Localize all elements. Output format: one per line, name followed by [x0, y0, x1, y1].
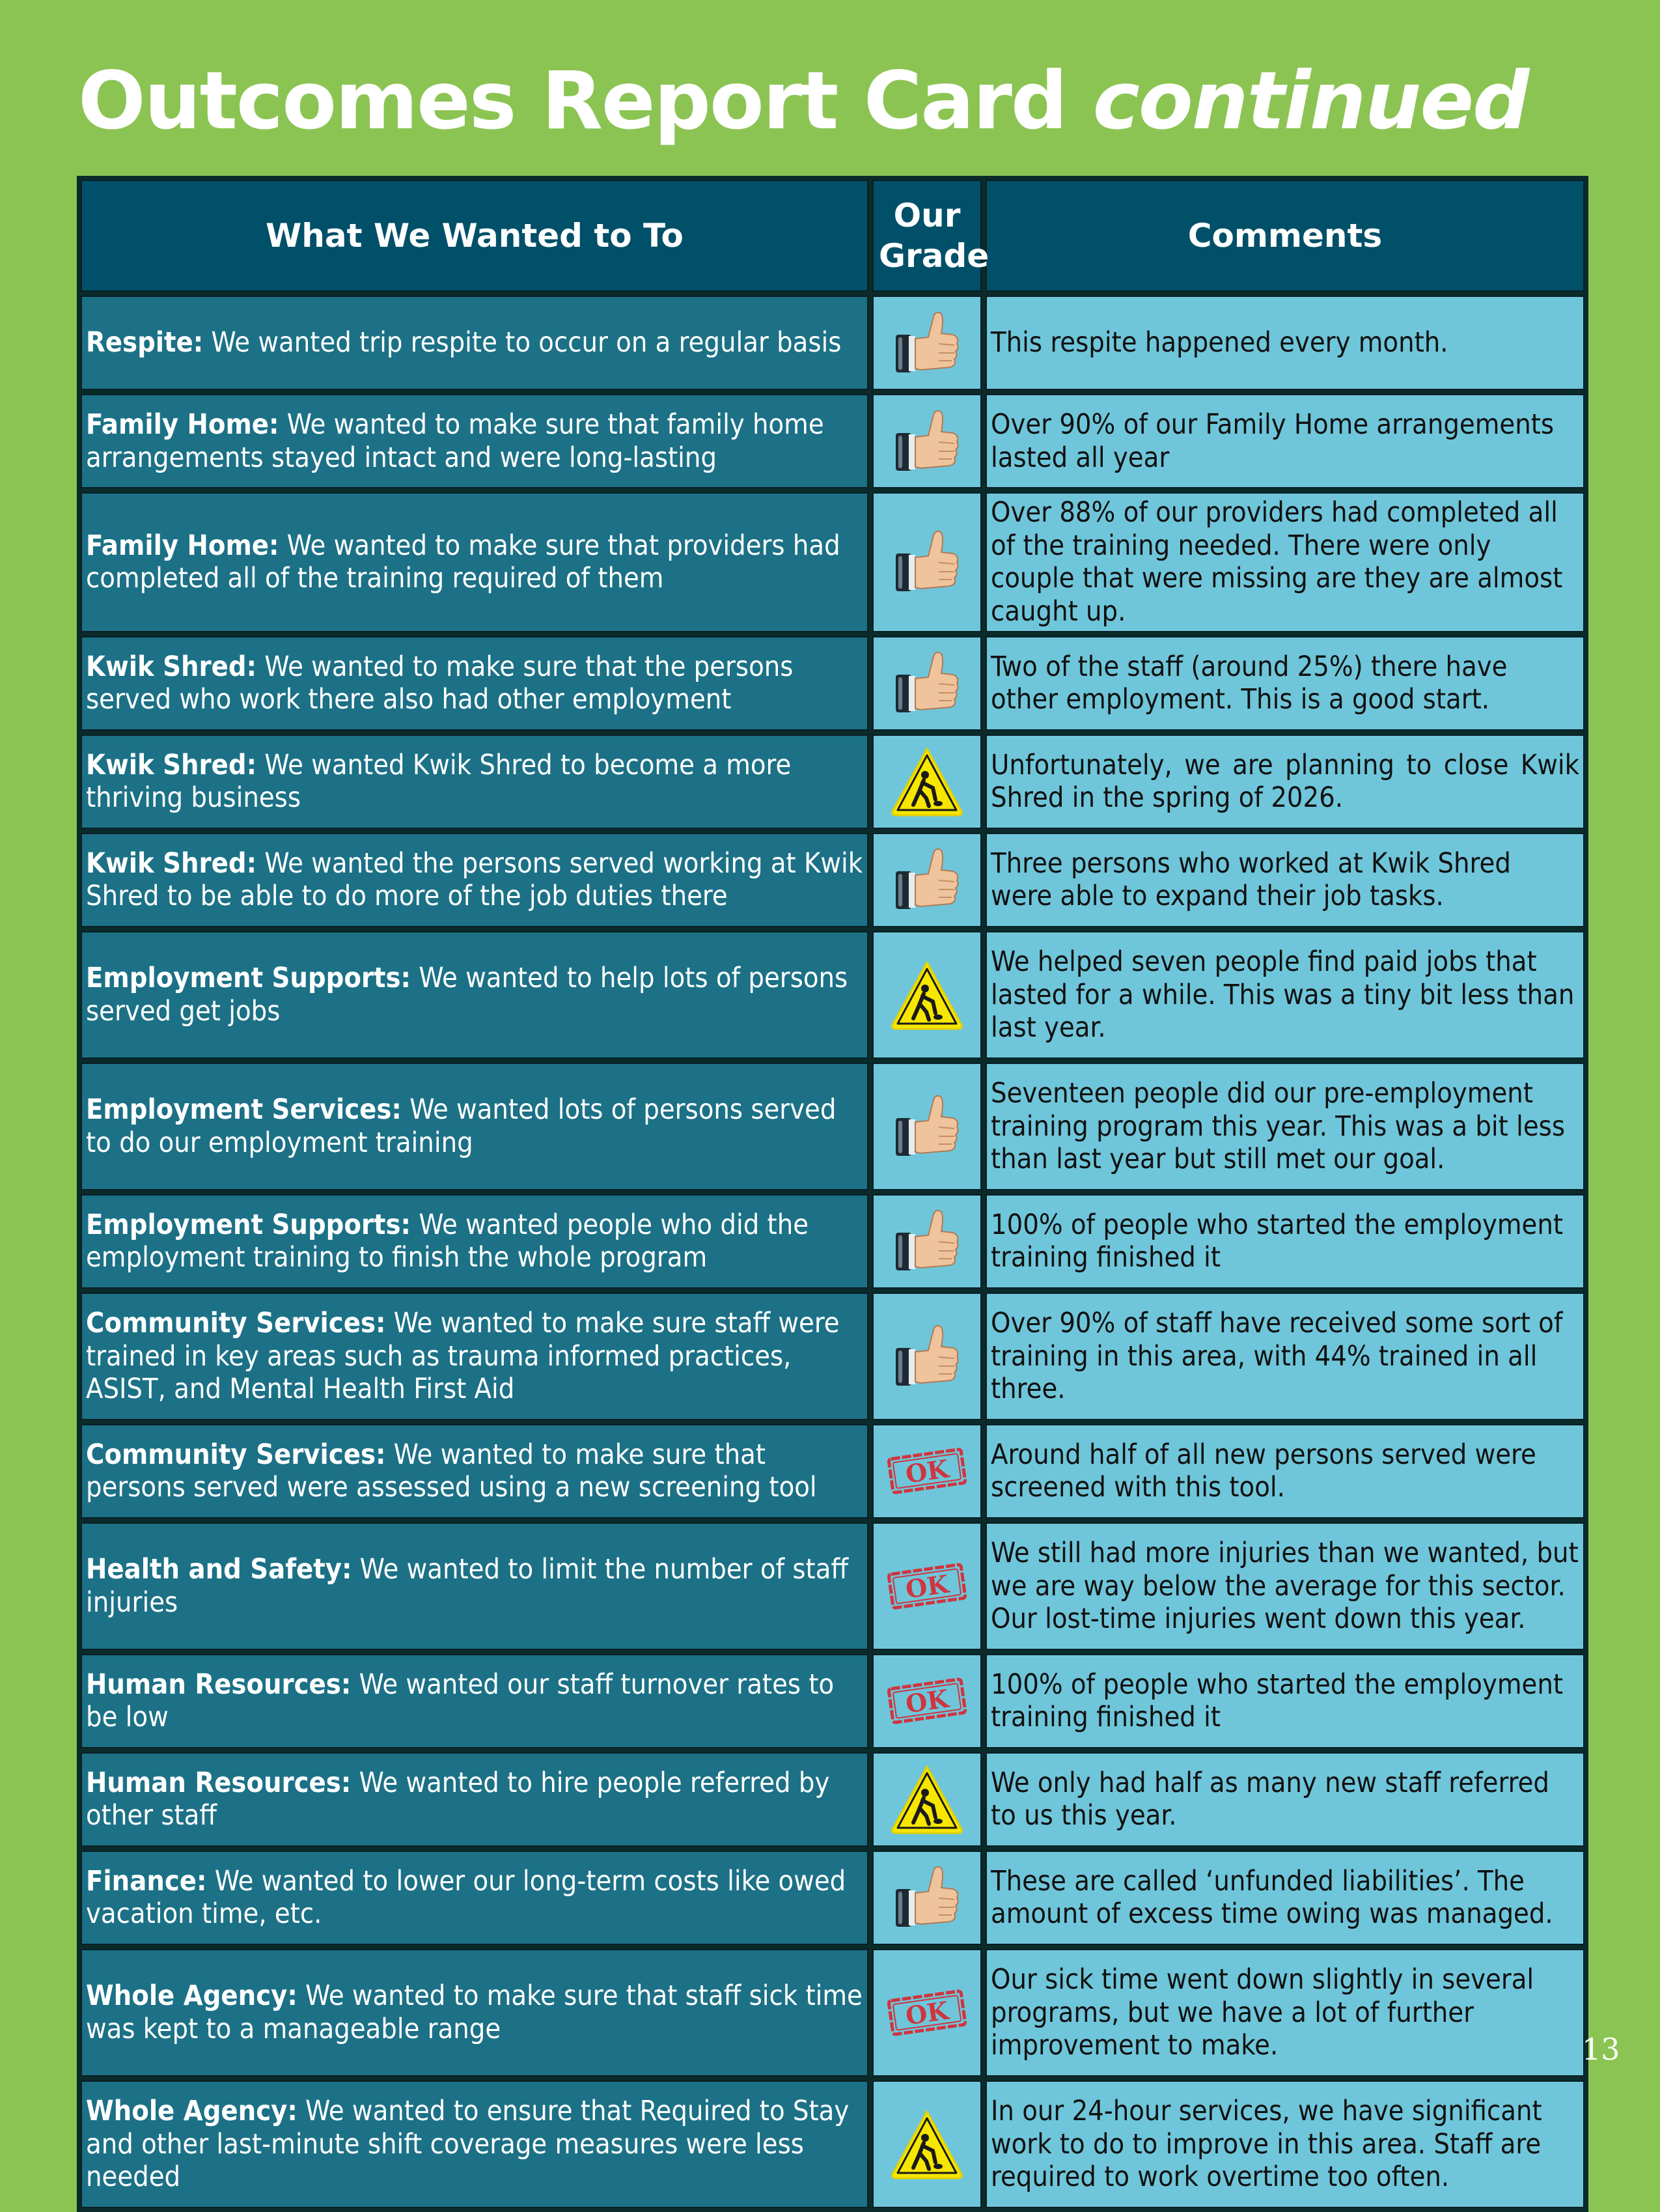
comment-cell: Our sick time went down slightly in several programs, but we have a lot of further improvement to make. [986, 1949, 1584, 2077]
service-area: Whole Agency: [86, 2094, 297, 2127]
service-area: Finance: [86, 1864, 207, 1897]
comment-cell: Three persons who worked at Kwik Shred were able to expand their job tasks. [986, 833, 1584, 927]
ok-stamp-icon [884, 1560, 970, 1612]
table-row [81, 1949, 1584, 2077]
table-row [81, 492, 1584, 632]
table-row [81, 296, 1584, 390]
page-title-main: Outcomes Report Card [78, 55, 1067, 147]
grade-cell [872, 1654, 982, 1748]
thumbs-up-icon [893, 647, 961, 719]
comment-cell: Unfortunately, we are planning to close Kwik Shred in the spring of 2026. [986, 735, 1584, 829]
grade-cell [872, 296, 982, 390]
goal-cell [81, 1063, 868, 1190]
service-area: Kwik Shred: [86, 748, 257, 781]
service-area: Community Services: [86, 1438, 386, 1471]
header-grade: Our Grade [872, 180, 982, 292]
goal-cell [81, 1752, 868, 1847]
comment-cell: We helped seven people find paid jobs that lasted for a while. This was a tiny bit less than last year. [986, 931, 1584, 1059]
table-row [81, 1654, 1584, 1748]
ok-stamp-text: OK [904, 1454, 950, 1489]
goal-cell [81, 1424, 868, 1519]
ok-stamp-icon [884, 1445, 970, 1497]
table-row [81, 2080, 1584, 2208]
goal-cell [81, 394, 868, 488]
table-row [81, 931, 1584, 1059]
goal-text: We wanted to make sure staff were trained in key areas such as trauma informed practices, ASIST, and Mental Health First Aid [86, 1306, 840, 1406]
grade-cell [872, 1949, 982, 2077]
page-title [78, 57, 1529, 145]
goal-text: We wanted trip respite to occur on a regular basis [211, 326, 842, 359]
table-row [81, 394, 1584, 488]
thumbs-up-icon [893, 526, 961, 598]
grade-cell [872, 1293, 982, 1420]
table-row [81, 1851, 1584, 1945]
service-area: Employment Supports: [86, 962, 411, 995]
comment-cell: Two of the staff (around 25%) there have other employment. This is a good start. [986, 636, 1584, 731]
grade-cell [872, 1752, 982, 1847]
comment-cell: 100% of people who started the employment training finished it [986, 1194, 1584, 1289]
goal-cell [81, 1654, 868, 1748]
grade-cell [872, 1522, 982, 1650]
thumbs-up-icon [893, 844, 961, 916]
goal-cell [81, 1194, 868, 1289]
service-area: Human Resources: [86, 1668, 352, 1701]
goal-cell [81, 931, 868, 1059]
goal-cell [81, 833, 868, 927]
table-row [81, 735, 1584, 829]
header-row [81, 180, 1584, 292]
goal-text: We wanted to limit the number of staff injuries [86, 1553, 849, 1619]
thumbs-up-icon [893, 1321, 961, 1392]
service-area: Respite: [86, 326, 204, 359]
service-area: Kwik Shred: [86, 847, 257, 880]
comment-cell: 100% of people who started the employment training finished it [986, 1654, 1584, 1748]
service-area: Health and Safety: [86, 1553, 352, 1586]
grade-cell [872, 833, 982, 927]
grade-cell [872, 1424, 982, 1519]
grade-cell [872, 735, 982, 829]
ok-stamp-icon [884, 1987, 970, 2039]
comment-cell: This respite happened every month. [986, 296, 1584, 390]
goal-text: We wanted to make sure that staff sick time was kept to a manageable range [86, 1980, 863, 2045]
table-row [81, 833, 1584, 927]
goal-cell [81, 636, 868, 731]
table-row [81, 1752, 1584, 1847]
grade-cell [872, 1063, 982, 1190]
goal-cell [81, 1851, 868, 1945]
goal-cell [81, 296, 868, 390]
thumbs-up-icon [893, 307, 961, 379]
ok-stamp-text: OK [904, 1569, 950, 1604]
goal-cell [81, 1949, 868, 2077]
goal-text: We wanted to make sure that family home arrangements stayed intact and were long-lasting [86, 408, 824, 474]
goal-cell [81, 492, 868, 632]
grade-cell [872, 394, 982, 488]
comment-cell: These are called ‘unfunded liabilities’. The amount of excess time owing was managed. [986, 1851, 1584, 1945]
goal-text: We wanted to lower our long-term costs like owed vacation time, etc. [86, 1864, 846, 1931]
grade-cell [872, 636, 982, 731]
service-area: Family Home: [86, 529, 279, 562]
thumbs-up-icon [893, 1862, 961, 1933]
grade-cell [872, 1851, 982, 1945]
table-row [81, 1063, 1584, 1190]
goal-cell [81, 735, 868, 829]
table-header [81, 180, 1584, 292]
ok-stamp-text: OK [904, 1995, 950, 2031]
goal-text: We wanted to hire people referred by other staff [86, 1766, 830, 1832]
comment-cell: Seventeen people did our pre-employment training program this year. This was a bit less than last year but still met our goal. [986, 1063, 1584, 1190]
grade-cell [872, 2080, 982, 2208]
goal-text: We wanted people who did the employment training to finish the whole program [86, 1208, 809, 1274]
table-row [81, 1293, 1584, 1420]
thumbs-up-icon [893, 406, 961, 477]
service-area: Family Home: [86, 408, 279, 441]
goal-text: We wanted to make sure that providers had completed all of the training required of them [86, 529, 840, 595]
table-row [81, 636, 1584, 731]
goal-cell [81, 1522, 868, 1650]
ok-stamp-icon [884, 1675, 970, 1727]
table-body [81, 296, 1584, 2208]
service-area: Kwik Shred: [86, 650, 257, 683]
service-area: Whole Agency: [86, 1980, 297, 2013]
service-area: Employment Services: [86, 1093, 402, 1127]
goal-text: We wanted to make sure that persons served were assessed using a new screening tool [86, 1438, 817, 1504]
work-in-progress-icon [889, 2108, 965, 2181]
comment-cell: We still had more injuries than we wanted, but we are way below the average for this sector. Our lost-time injuries went down this year. [986, 1522, 1584, 1650]
ok-stamp-text: OK [904, 1684, 950, 1719]
goal-text: We wanted the persons served working at Kwik Shred to be able to do more of the job duties there [86, 847, 863, 913]
page-number: 13 [1582, 2032, 1620, 2067]
work-in-progress-icon [889, 1763, 965, 1836]
page-title-emphasis: continued [1092, 55, 1529, 147]
table-row [81, 1522, 1584, 1650]
outcomes-table [77, 176, 1588, 2212]
comment-cell: Over 90% of staff have received some sort of training in this area, with 44% trained in all three. [986, 1293, 1584, 1420]
work-in-progress-icon [889, 959, 965, 1031]
goal-text: We wanted to make sure that the persons served who work there also had other employment [86, 650, 794, 716]
header-what: What We Wanted to To [81, 180, 868, 292]
table-row [81, 1194, 1584, 1289]
goal-text: We wanted lots of persons served to do our employment training [86, 1093, 837, 1159]
grade-cell [872, 1194, 982, 1289]
service-area: Community Services: [86, 1306, 386, 1339]
goal-text: We wanted to ensure that Required to Stay and other last-minute shift coverage measures were less needed [86, 2094, 850, 2194]
comment-cell: Over 90% of our Family Home arrangements lasted all year [986, 394, 1584, 488]
goal-text: We wanted our staff turnover rates to be low [86, 1668, 835, 1734]
work-in-progress-icon [889, 745, 965, 818]
grade-cell [872, 931, 982, 1059]
goal-cell [81, 1293, 868, 1420]
goal-cell [81, 2080, 868, 2208]
grade-cell [872, 492, 982, 632]
service-area: Human Resources: [86, 1766, 352, 1799]
thumbs-up-icon [893, 1091, 961, 1162]
service-area: Employment Supports: [86, 1208, 411, 1241]
table-row [81, 1424, 1584, 1519]
comment-cell: We only had half as many new staff referred to us this year. [986, 1752, 1584, 1847]
goal-text: We wanted to help lots of persons served get jobs [86, 962, 848, 1028]
header-comments: Comments [986, 180, 1584, 292]
comment-cell: Over 88% of our providers had completed all of the training needed. There were only couple that were missing are they are almost caught up. [986, 492, 1584, 632]
comment-cell: Around half of all new persons served were screened with this tool. [986, 1424, 1584, 1519]
comment-cell: In our 24-hour services, we have significant work to do to improve in this area. Staff are required to work overtime too often. [986, 2080, 1584, 2208]
goal-text: We wanted Kwik Shred to become a more thriving business [86, 748, 792, 815]
thumbs-up-icon [893, 1205, 961, 1277]
